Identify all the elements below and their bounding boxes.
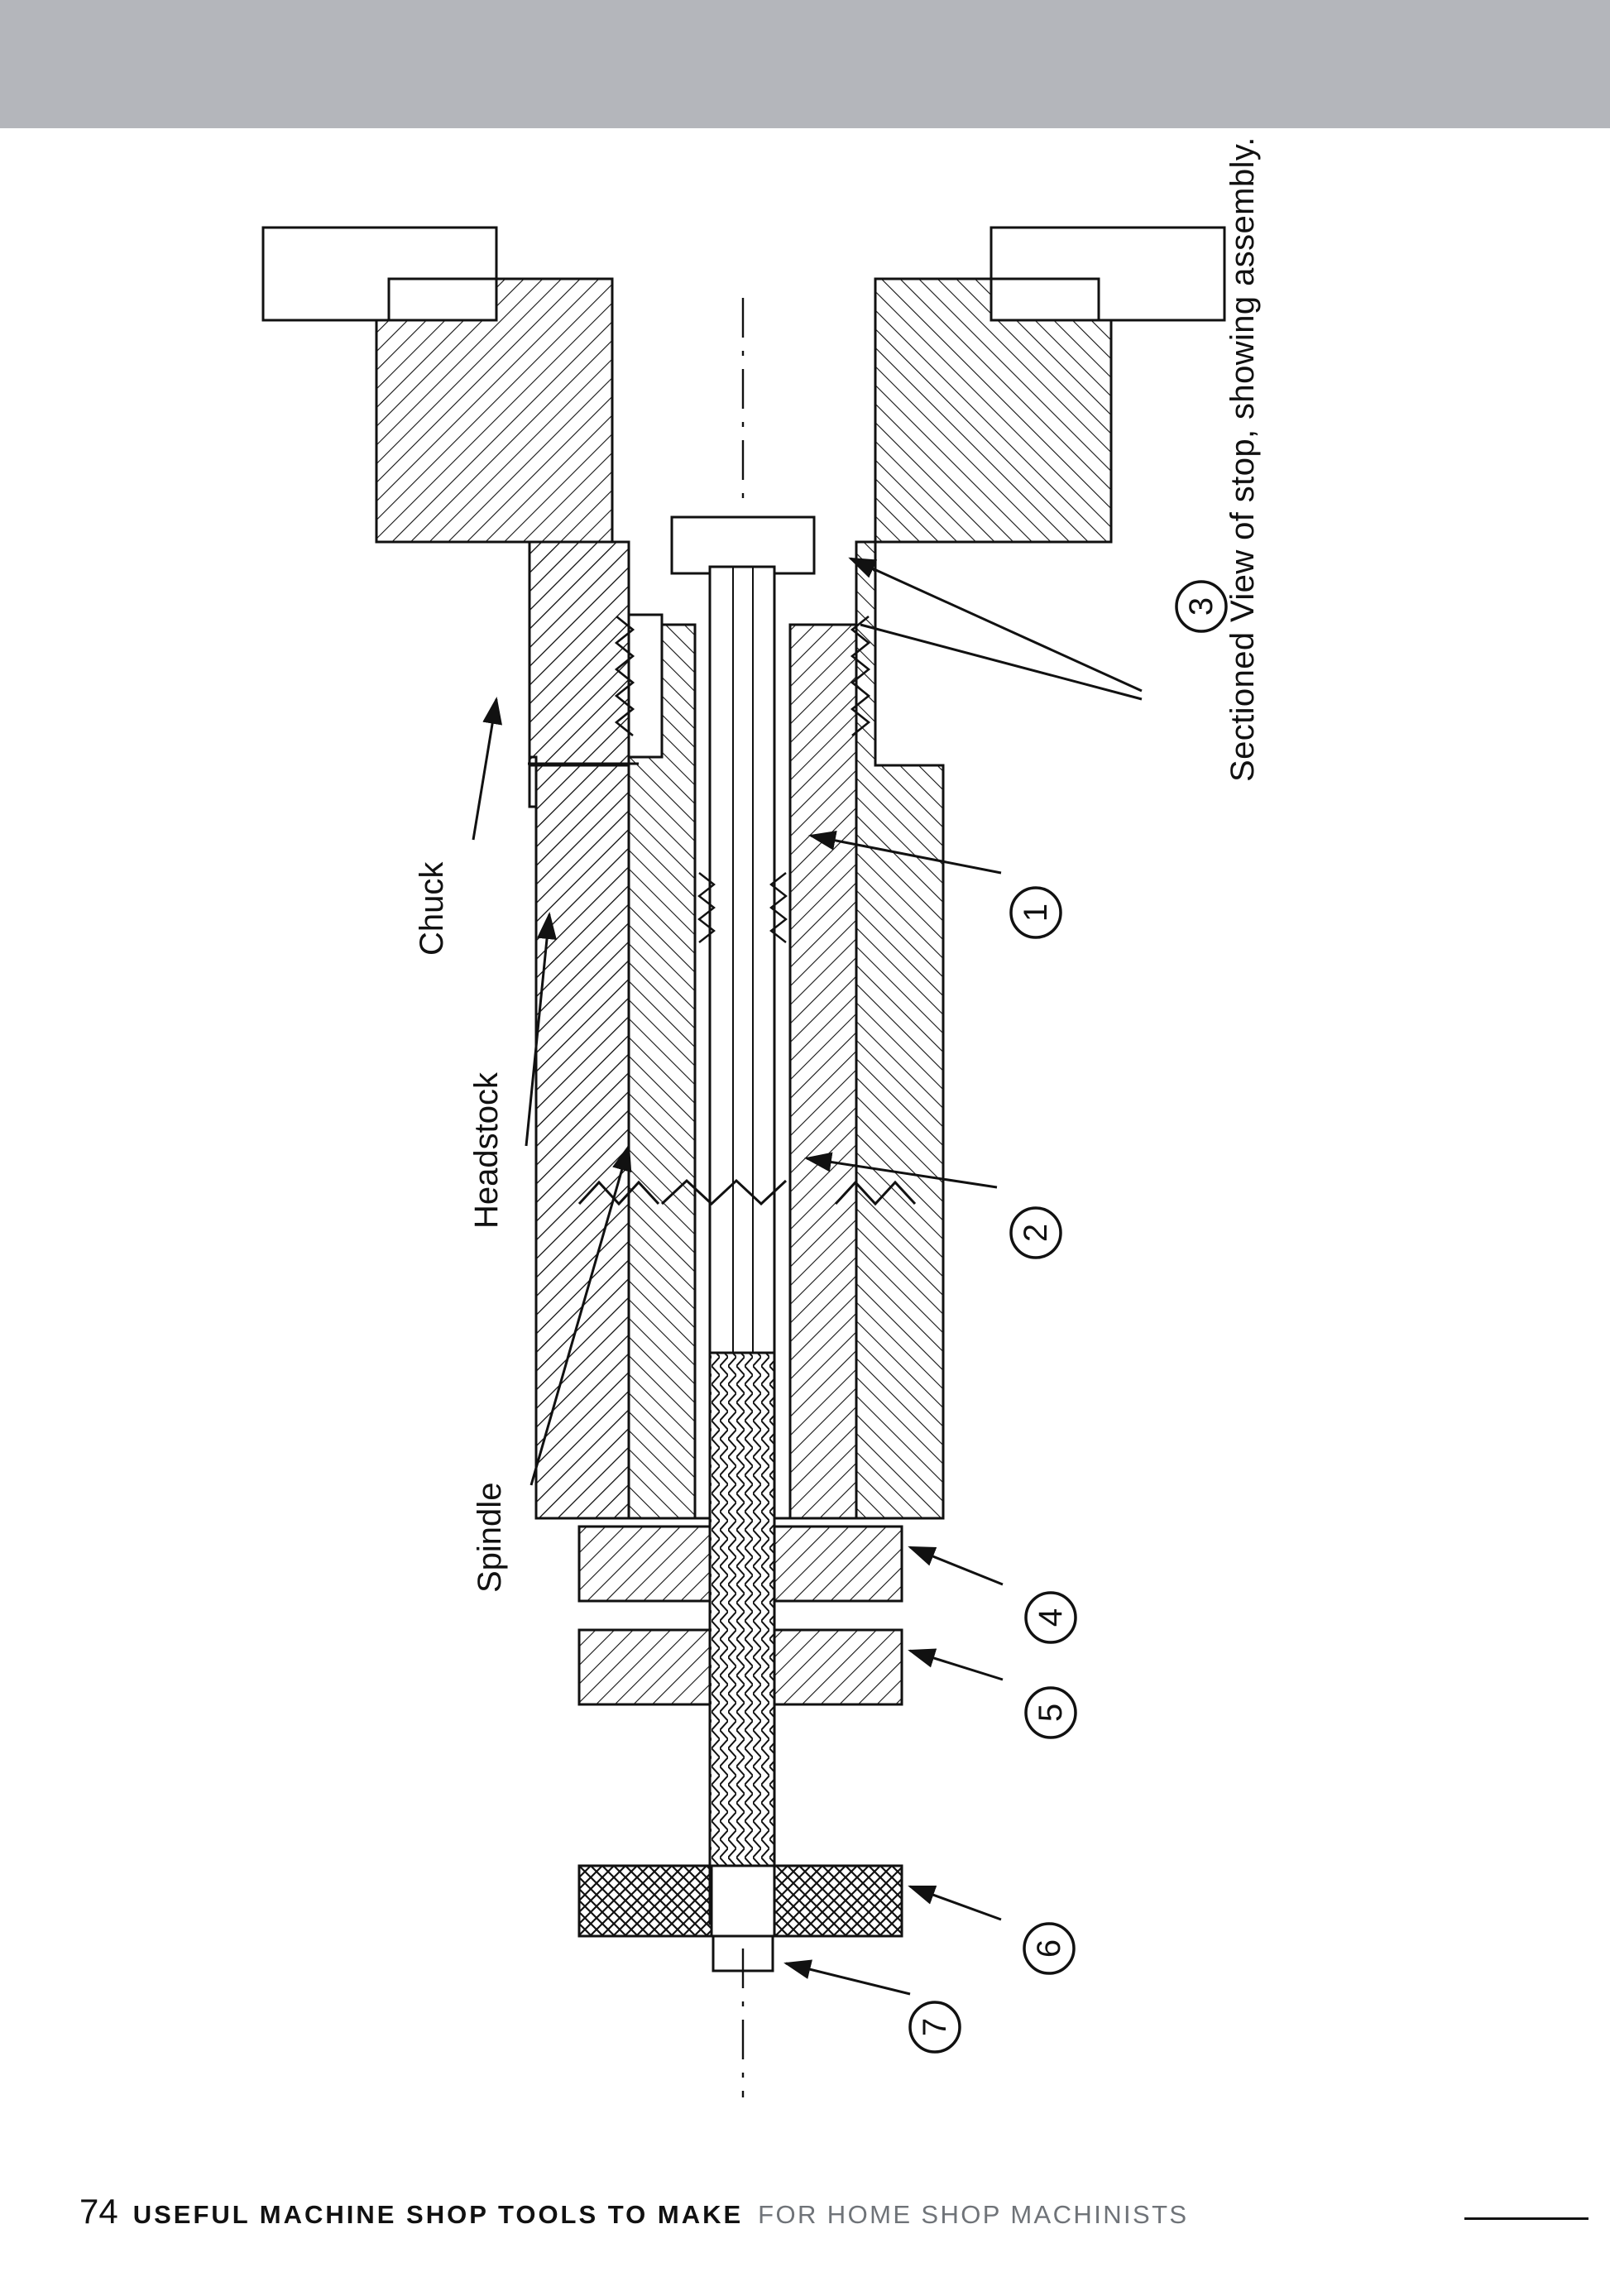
label-chuck: Chuck: [414, 861, 450, 956]
footer-rule: [1464, 2217, 1588, 2220]
callout-2: [1011, 1208, 1061, 1258]
callout-4-label: 4: [1033, 1608, 1069, 1627]
callout-5: [1026, 1688, 1076, 1738]
footer-subtitle: FOR HOME SHOP MACHINISTS: [758, 2200, 1189, 2229]
sectioned-view-figure: [0, 128, 1610, 2131]
callout-2-label: 2: [1018, 1223, 1054, 1243]
callout-5-label: 5: [1033, 1703, 1069, 1723]
callout-1-label: 1: [1018, 903, 1054, 923]
footer-book-title: USEFUL MACHINE SHOP TOOLS TO MAKE: [132, 2200, 744, 2229]
callout-group: [910, 582, 1226, 2052]
figure-caption: Sectioned View of stop, showing assembly.: [1224, 137, 1261, 782]
callout-7: [910, 2002, 960, 2052]
callout-3-label: 3: [1183, 597, 1219, 616]
callout-6-label: 6: [1031, 1939, 1067, 1958]
page-number: 74: [79, 2192, 118, 2231]
top-grey-band: [0, 0, 1610, 128]
callout-4: [1026, 1593, 1076, 1642]
callout-7-label: 7: [917, 2017, 953, 2037]
label-spindle: Spindle: [472, 1482, 508, 1593]
callout-3: [1176, 582, 1226, 631]
drawing-geometry: [263, 228, 1224, 2097]
callout-1: [1011, 888, 1061, 937]
page-footer: [0, 2131, 1610, 2296]
callout-6: [1024, 1924, 1074, 1973]
label-headstock: Headstock: [468, 1072, 505, 1229]
